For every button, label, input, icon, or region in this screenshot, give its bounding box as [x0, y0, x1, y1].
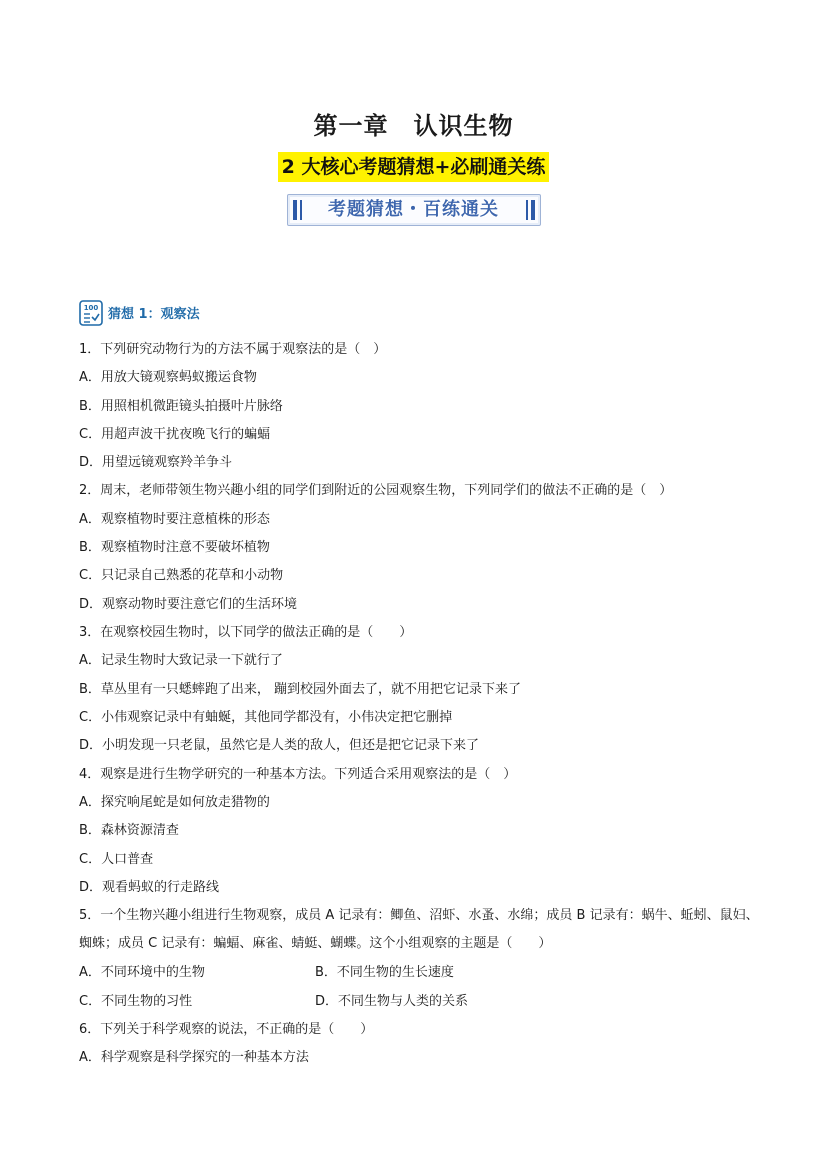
- q2-option-d: D．观察动物时要注意它们的生活环境: [79, 597, 298, 612]
- q3-stem: 3．在观察校园生物时，以下同学的做法正确的是（ ）: [79, 625, 413, 640]
- checklist-icon: [79, 300, 103, 326]
- banner-text: 考题猜想・百练通关: [328, 199, 499, 220]
- q4-option-c: C．人口普查: [79, 852, 154, 867]
- q1-stem: 1．下列研究动物行为的方法不属于观察法的是（ ）: [79, 342, 387, 357]
- q1-option-c: C．用超声波干扰夜晚飞行的蝙蝠: [79, 427, 271, 442]
- chapter-title: 第一章 认识生物: [313, 112, 514, 140]
- section-title: 猜想 1：观察法: [108, 307, 200, 322]
- q1-option-d: D．用望远镜观察羚羊争斗: [79, 455, 233, 470]
- banner-row: [0, 194, 827, 230]
- q2-option-c: C．只记录自己熟悉的花草和小动物: [79, 568, 284, 583]
- q4-option-b: B．森林资源清查: [79, 823, 179, 838]
- q4-option-a: A．探究响尾蛇是如何放走猎物的: [79, 795, 270, 810]
- q3-option-a: A．记录生物时大致记录一下就行了: [79, 653, 283, 668]
- q2-option-b: B．观察植物时注意不要破坏植物: [79, 540, 270, 555]
- banner-right-bar: [531, 200, 535, 220]
- q2-option-a: A．观察植物时要注意植株的形态: [79, 512, 270, 527]
- subtitle-highlight: 2 大核心考题猜想+必刷通关练: [278, 152, 550, 182]
- q6-option-a: A．科学观察是科学探究的一种基本方法: [79, 1050, 309, 1065]
- q5-option-a: A．不同环境中的生物: [79, 965, 205, 980]
- q3-option-b: B．草丛里有一只蟋蟀跑了出来， 蹦到校园外面去了，就不用把它记录下来了: [79, 682, 522, 697]
- subtitle-row: [0, 152, 827, 182]
- q1-option-b: B．用照相机微距镜头拍摄叶片脉络: [79, 399, 283, 414]
- q3-option-d: D．小明发现一只老鼠，虽然它是人类的敌人，但还是把它记录下来了: [79, 738, 480, 753]
- banner-right-thin-bar: [526, 200, 528, 220]
- q2-stem: 2．周末，老师带领生物兴趣小组的同学们到附近的公园观察生物，下列同学们的做法不正确的是（ ）: [79, 483, 673, 498]
- q6-stem: 6．下列关于科学观察的说法，不正确的是（ ）: [79, 1022, 374, 1037]
- q4-option-d: D．观看蚂蚁的行走路线: [79, 880, 220, 895]
- banner-box: [287, 194, 541, 226]
- svg-text:100: 100: [83, 304, 99, 312]
- q5-option-b: B．不同生物的生长速度: [315, 965, 454, 980]
- q5-option-c: C．不同生物的习性: [79, 994, 193, 1009]
- q5-stem: 5．一个生物兴趣小组进行生物观察，成员 A 记录有：鲫鱼、沼虾、水蚤、水绵；成员 B 记录有：蜗牛、蚯蚓、鼠妇、蜘蛛；成员 C 记录有：蝙蝠、麻雀、蜻蜓、蝴蝶。这个小组观察的主题是（ ）: [79, 908, 759, 951]
- q3-option-c: C．小伟观察记录中有蚰蜒，其他同学都没有，小伟决定把它删掉: [79, 710, 453, 725]
- q4-stem: 4．观察是进行生物学研究的一种基本方法。下列适合采用观察法的是（ ）: [79, 767, 517, 782]
- q5-option-d: D．不同生物与人类的关系: [315, 994, 469, 1009]
- q1-option-a: A．用放大镜观察蚂蚁搬运食物: [79, 370, 257, 385]
